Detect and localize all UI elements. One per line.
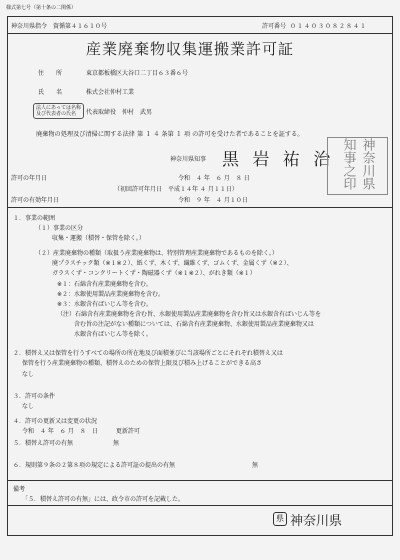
permit-number: ０１４０３０８２８４１: [290, 23, 368, 30]
prefecture-emblem: 県: [273, 512, 287, 526]
issue-date-label: 許可の年月日: [11, 175, 48, 182]
remarks-label: 備考: [13, 486, 26, 493]
registration-number: 神奈川県指令 資循第４１６１０号: [11, 23, 108, 30]
note-caution-3: 水銀含有ばいじん等を除く。: [74, 331, 152, 338]
section-3-value: なし: [22, 403, 35, 410]
name-value: 株式会社仲村工業: [86, 89, 135, 96]
governor-label: 神奈川県知事: [170, 156, 207, 163]
section-5-heading: ５．積替え許可の有無: [13, 440, 74, 447]
document-title: 産業廃棄物収集運搬業許可証: [86, 40, 295, 58]
representative-value: 代表取締役 仲村 武男: [86, 109, 153, 116]
note-caution-1: （注）石綿含有産業廃棄物を含む旨、水銀使用製品産業廃棄物を含む旨又は水銀含有ばいじん等を: [57, 311, 322, 318]
expiry-date: 令和 ９ 年 ４ 月１０日: [178, 197, 248, 204]
remarks-text: 「５．積替え許可の有無」には、政令市の許可を記載した。: [22, 496, 185, 503]
section-4-value: 令和 ４ 年 ６ 月 ８ 日 更新許可: [22, 428, 140, 435]
waste-types-line-1: 廃プラスチック類（※１※２）、紙くず、木くず、繊維くず、ゴムくず、金属くず（※２）、: [52, 260, 293, 267]
address-value: 東京都板橋区大谷口二丁目６３番６号: [86, 70, 189, 77]
note-1: ※１：石綿含有産業廃棄物を含む。: [57, 281, 153, 288]
representative-note: 法人にあっては名称 及び代表者の氏名: [33, 103, 84, 119]
section-1-1-value: 収集・運搬（積替・保管を除く。）: [52, 235, 145, 242]
waste-types-line-2: ガラスくず・コンクリートくず・陶磁器くず（※１※２）、がれき類（※１）: [52, 270, 256, 277]
certification-text: 廃棄物の処理及び清掃に関する法律 第 １ ４ 条第 １ 項 の許可を受けた者であることを証する。: [36, 131, 304, 138]
divider: [7, 207, 393, 208]
first-permit-date: （初回許可年月日 平成１４年 ４ 月１１日）: [114, 186, 238, 193]
address-label: 住 所: [38, 70, 63, 77]
divider: [7, 505, 393, 506]
divider: [7, 480, 393, 481]
prefecture-name: 神奈川県: [290, 514, 343, 529]
section-1-heading: １．事業の範囲: [13, 215, 56, 222]
section-4-heading: ４．許可の更新又は変更の状況: [13, 418, 98, 425]
divider: [7, 33, 393, 34]
note-3: ※３：水銀含有ばいじん等を含む。: [57, 301, 153, 308]
governor-name: 黒 岩 祐 治: [222, 150, 335, 170]
form-number: 様式第七号（第十条の二関係）: [6, 5, 77, 11]
section-6-heading: ６．規則第９条の２第８項の規定による許可証の提出の有無: [13, 462, 176, 469]
note-2: ※２：水銀使用製品産業廃棄物を含む。: [57, 291, 165, 298]
section-1-2-heading: （２）産業廃棄物の種類（取扱う産業廃棄物は、特別管理産業廃棄物であるものを除く。）: [35, 250, 278, 257]
expiry-date-label: 許可の有効年月日: [11, 197, 60, 204]
section-2-heading: ２．積替え又は保管を行うすべての場所の所在地及び面積並びに当該場所ごとにそれぞれ積替え又は: [13, 350, 283, 357]
issue-date: 令和 ４ 年 ６ 月 ８ 日: [178, 175, 250, 182]
section-2-heading-cont: 保管を行う産業廃棄物の種類、積替えのための保管上限及び積み上げることができる高さ: [22, 360, 263, 367]
official-seal: 神奈川県知事之印: [327, 137, 388, 195]
section-6-value: 無: [252, 462, 259, 469]
section-3-heading: ３．許可の条件: [13, 393, 56, 400]
section-5-value: 無: [113, 440, 120, 447]
section-2-value: なし: [22, 371, 35, 378]
permit-number-label: 許可番号: [262, 23, 287, 30]
note-caution-2: 含む旨の注記がない種類については、石綿含有産業廃棄物、水銀使用製品産業廃棄物又は: [74, 321, 314, 328]
name-label: 氏 名: [38, 89, 63, 96]
section-1-1-heading: （１）事業の区分: [35, 225, 84, 232]
